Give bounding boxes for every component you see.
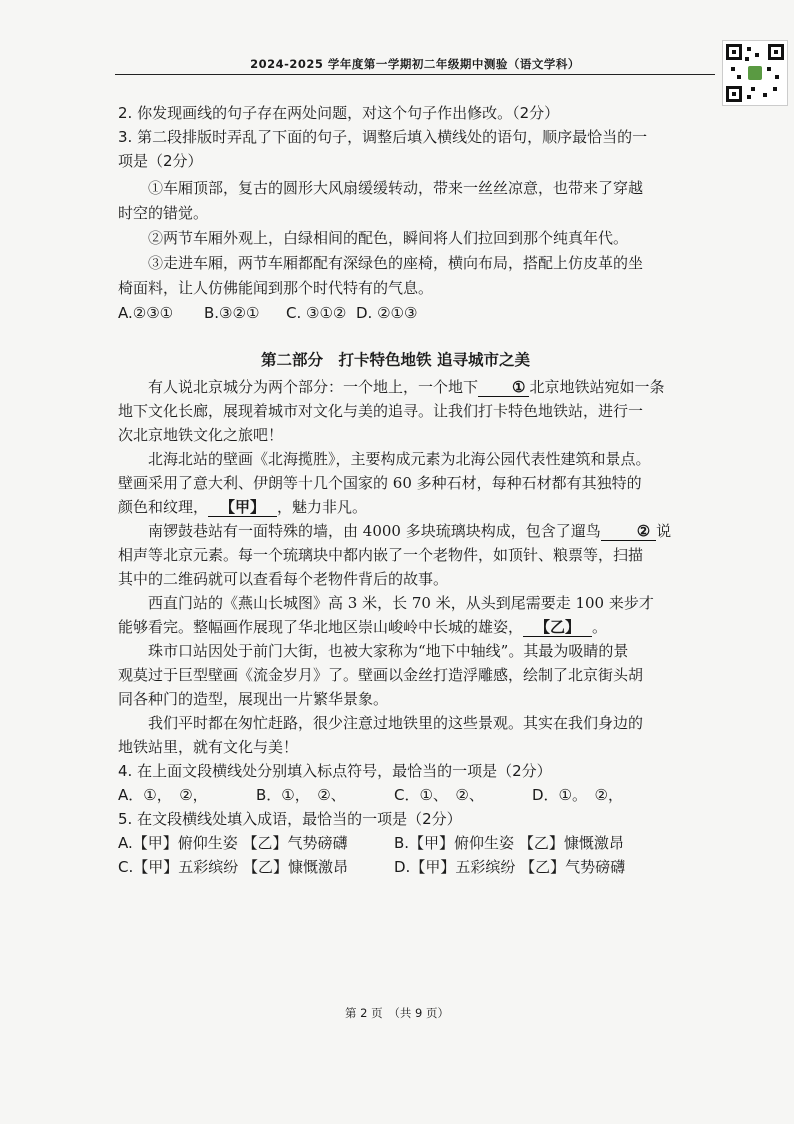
sentence-2: ②两节车厢外观上，白绿相间的配色，瞬间将人们拉回到那个纯真年代。 (148, 229, 629, 247)
p5-line-2: 观莫过于巨型壁画《流金岁月》了。壁画以金丝打造浮雕感，绘制了北京街头胡 (118, 666, 644, 684)
p2-line-2: 壁画采用了意大利、伊朗等十几个国家的 60 多种石材，每种石材都有其独特的 (118, 474, 642, 492)
question-3-options (118, 301, 673, 325)
question-5-options-row-2 (118, 855, 673, 879)
p4-line-1: 西直门站的《燕山长城图》高 3 米，长 70 米，从头到尾需要走 100 来步才 (148, 594, 654, 612)
p5-line-3: 同各种门的造型，展现出一片繁华景象。 (118, 690, 389, 708)
p1-line-3: 次北京地铁文化之旅吧！ (118, 426, 284, 444)
p5-line-1: 珠市口站因处于前门大街，也被大家称为“地下中轴线”。其最为吸睛的景 (148, 642, 629, 660)
blank-jia: 【甲】 (208, 498, 277, 517)
p6-line-2: 地铁站里，就有文化与美！ (118, 738, 299, 756)
q4-option-d: D．①。 ②， (532, 786, 623, 804)
blank-yi: 【乙】 (523, 618, 592, 637)
q4-option-c: C．①、 ②、 (394, 786, 484, 804)
sentence-3-line-1: ③走进车厢，两节车厢都配有深绿色的座椅，横向布局，搭配上仿皮革的坐 (148, 254, 644, 272)
sentence-1-line-2: 时空的错觉。 (118, 204, 209, 222)
option-c: C. ③①② (286, 304, 347, 322)
p2-line-1: 北海北站的壁画《北海揽胜》，主要构成元素为北海公园代表性建筑和景点。 (148, 450, 651, 468)
q5-option-a: A.【甲】俯仰生姿 【乙】气势磅礴 (118, 834, 348, 852)
p1-line-1: 有人说北京城分为两个部分：一个地上，一个地下 ① 北京地铁站宛如一条 (148, 378, 665, 396)
blank-2: ② (601, 522, 656, 541)
page-header: 2024-2025 学年度第一学期初二年级期中测验（语文学科） (250, 57, 580, 71)
question-4-options (118, 783, 673, 807)
q5-option-b: B.【甲】俯仰生姿 【乙】慷慨激昂 (394, 834, 624, 852)
question-5-options-row-1 (118, 831, 673, 855)
question-2: 2. 你发现画线的句子存在两处问题，对这个句子作出修改。（2分） (118, 104, 560, 122)
sentence-3-line-2: 椅面料，让人仿佛能闻到那个时代特有的气息。 (118, 279, 434, 297)
part-2-title: 第二部分 打卡特色地铁 追寻城市之美 (261, 351, 530, 369)
option-d: D. ②①③ (356, 304, 418, 322)
p3-line-2: 相声等北京元素。每一个琉璃块中都内嵌了一个老物件，如顶针、粮票等，扫描 (118, 546, 644, 564)
option-a: A.②③① (118, 304, 174, 322)
question-5: 5. 在文段横线处填入成语，最恰当的一项是（2分） (118, 810, 462, 828)
p3-line-1: 南锣鼓巷站有一面特殊的墙，由 4000 多块琉璃块构成，包含了遛鸟 ② 说 (148, 522, 672, 540)
qr-code-icon (722, 40, 788, 106)
page-footer: 第 2 页 （共 9 页） (344, 1006, 449, 1020)
p1-line-2: 地下文化长廊，展现着城市对文化与美的追寻。让我们打卡特色地铁站，进行一 (118, 402, 644, 420)
option-b: B.③②① (204, 304, 260, 322)
blank-1: ① (478, 378, 529, 397)
q4-option-b: B．①， ②、 (256, 786, 346, 804)
header-rule (115, 74, 715, 75)
p4-line-2: 能够看完。整幅画作展现了华北地区崇山峻岭中长城的雄姿， 【乙】 。 (118, 618, 608, 636)
sentence-1-line-1: ①车厢顶部，复古的圆形大风扇缓缓转动，带来一丝丝凉意，也带来了穿越 (148, 179, 644, 197)
question-3-line-1: 3. 第二段排版时弄乱了下面的句子，调整后填入横线处的语句，顺序最恰当的一 (118, 128, 648, 146)
p2-line-3: 颜色和纹理， 【甲】 ，魅力非凡。 (118, 498, 368, 516)
question-4: 4. 在上面文段横线处分别填入标点符号，最恰当的一项是（2分） (118, 762, 552, 780)
question-3-line-2: 项是（2分） (118, 152, 203, 170)
q4-option-a: A．①， ②， (118, 786, 208, 804)
q5-option-d: D.【甲】五彩缤纷 【乙】气势磅礴 (394, 858, 626, 876)
q5-option-c: C.【甲】五彩缤纷 【乙】慷慨激昂 (118, 858, 349, 876)
p6-line-1: 我们平时都在匆忙赶路，很少注意过地铁里的这些景观。其实在我们身边的 (148, 714, 644, 732)
p3-line-3: 其中的二维码就可以查看每个老物件背后的故事。 (118, 570, 449, 588)
